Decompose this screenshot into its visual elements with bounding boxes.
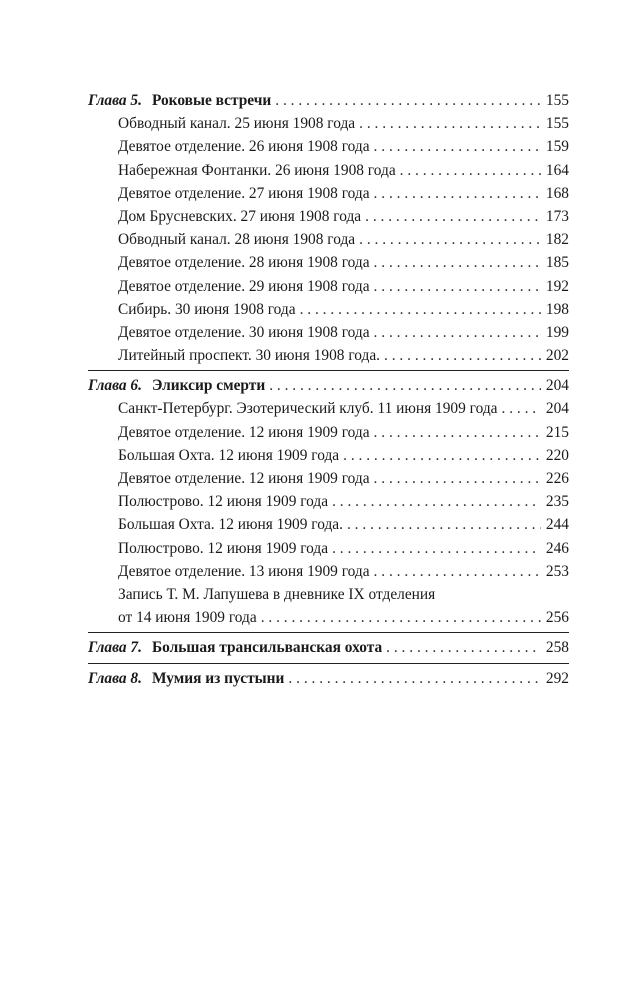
chapter-title: Мумия из пустыни (151, 669, 285, 687)
chapter-title: Большая трансильванская охота (151, 639, 383, 657)
page-number: 182 (545, 231, 569, 249)
item-title: Обводный канал. 28 июня 1908 года (118, 231, 356, 249)
page-number: 155 (545, 115, 569, 133)
toc-item[interactable] (88, 560, 569, 583)
toc-item[interactable] (88, 421, 569, 444)
page-number: 168 (545, 184, 569, 202)
toc-item[interactable] (88, 182, 569, 205)
item-title: Девятое отделение. 30 июня 1908 года (118, 323, 370, 341)
dot-leader (332, 490, 541, 513)
dot-leader (374, 321, 541, 344)
chapter-number: Глава 7. (88, 639, 142, 657)
page-number: 199 (545, 323, 569, 341)
item-title: Девятое отделение. 29 июня 1908 года (118, 277, 370, 295)
toc-item-multiline-first[interactable] (88, 583, 569, 606)
toc-chapter-8[interactable] (88, 667, 569, 690)
page-number: 246 (545, 539, 569, 557)
item-title: Девятое отделение. 13 июня 1909 года (118, 562, 370, 580)
item-title: Санкт-Петербург. Эзотерический клуб. 11 июня 1909 года (118, 400, 498, 418)
page-number: 292 (545, 669, 569, 687)
dot-leader (400, 159, 541, 182)
dot-leader (332, 537, 541, 560)
toc-item[interactable] (88, 537, 569, 560)
toc-item[interactable] (88, 490, 569, 513)
page-number: 164 (545, 161, 569, 179)
dot-leader (374, 275, 541, 298)
toc-item[interactable] (88, 205, 569, 228)
item-title: Набережная Фонтанки. 26 июня 1908 года (118, 161, 396, 179)
toc-item[interactable] (88, 228, 569, 251)
page-number: 192 (545, 277, 569, 295)
dot-leader (384, 344, 541, 367)
toc-item[interactable] (88, 251, 569, 274)
toc-item[interactable] (88, 397, 569, 420)
chapter-title: Эликсир смерти (151, 377, 266, 395)
page-number: 220 (545, 446, 569, 464)
dot-leader (359, 112, 541, 135)
dot-leader (502, 397, 542, 420)
dot-leader (288, 667, 541, 690)
page-number: 215 (545, 423, 569, 441)
divider (88, 632, 569, 633)
dot-leader (374, 251, 541, 274)
item-title-line2: от 14 июня 1909 года (118, 609, 257, 627)
item-title: Девятое отделение. 26 июня 1908 года (118, 138, 370, 156)
item-title: Девятое отделение. 12 июня 1909 года (118, 470, 370, 487)
item-title: Обводный канал. 25 июня 1908 года (118, 115, 356, 133)
page-number: 244 (545, 516, 569, 534)
dot-leader (365, 205, 541, 228)
chapter-number: Глава 5. (88, 92, 142, 109)
item-title: Дом Брусневских. 27 июня 1908 года (118, 207, 362, 225)
chapter-title: Роковые встречи (151, 92, 272, 109)
toc-item[interactable] (88, 321, 569, 344)
page-number: 173 (545, 207, 569, 225)
page-number: 185 (545, 254, 569, 272)
chapter-number: Глава 8. (88, 669, 142, 687)
dot-leader (261, 606, 541, 629)
dot-leader (359, 228, 541, 251)
toc-item[interactable] (88, 444, 569, 467)
page-number: 202 (545, 347, 569, 365)
item-title-line1: Запись Т. М. Лапушева в дневнике IX отделения (118, 585, 436, 603)
toc-item[interactable] (88, 112, 569, 135)
dot-leader (386, 636, 541, 659)
item-title: Сибирь. 30 июня 1908 года (118, 300, 296, 318)
toc-item[interactable] (88, 344, 569, 367)
table-of-contents (88, 89, 569, 690)
item-title: Литейный проспект. 30 июня 1908 года. (118, 347, 381, 365)
dot-leader (300, 298, 541, 321)
toc-item[interactable] (88, 135, 569, 158)
item-title: Полюстрово. 12 июня 1909 года (118, 493, 329, 511)
toc-item[interactable] (88, 513, 569, 536)
toc-item[interactable] (88, 467, 569, 490)
toc-chapter-7[interactable] (88, 636, 569, 659)
item-title: Большая Охта. 12 июня 1909 года (118, 446, 340, 464)
page-number: 253 (545, 562, 569, 580)
item-title: Девятое отделение. 28 июня 1908 года (118, 254, 370, 272)
dot-leader (374, 135, 541, 158)
toc-item[interactable] (88, 275, 569, 298)
dot-leader (343, 444, 541, 467)
item-title: Девятое отделение. 12 июня 1909 года (118, 423, 370, 441)
toc-chapter-5[interactable] (88, 89, 569, 112)
page-number: 235 (545, 493, 569, 511)
toc-item-multiline-second[interactable] (88, 606, 569, 629)
page-number: 204 (545, 377, 569, 395)
chapter-number: Глава 6. (88, 377, 142, 395)
page-number: 256 (545, 609, 569, 627)
item-title: Большая Охта. 12 июня 1909 года. (118, 516, 343, 534)
dot-leader (374, 182, 541, 205)
page-number: 159 (545, 138, 569, 156)
divider (88, 663, 569, 664)
toc-item[interactable] (88, 159, 569, 182)
divider (88, 370, 569, 371)
dot-leader (275, 89, 541, 112)
page-number: 198 (545, 300, 569, 318)
dot-leader (269, 374, 541, 397)
dot-leader (347, 513, 541, 536)
toc-item[interactable] (88, 298, 569, 321)
dot-leader (374, 421, 541, 444)
page-number: 226 (545, 470, 569, 487)
item-title: Девятое отделение. 27 июня 1908 года (118, 184, 370, 202)
toc-chapter-6[interactable] (88, 374, 569, 397)
page-number: 258 (545, 639, 569, 657)
page-number: 204 (545, 400, 569, 418)
page-number: 155 (545, 92, 569, 109)
item-title: Полюстрово. 12 июня 1909 года (118, 539, 329, 557)
dot-leader (374, 467, 541, 490)
dot-leader (374, 560, 541, 583)
